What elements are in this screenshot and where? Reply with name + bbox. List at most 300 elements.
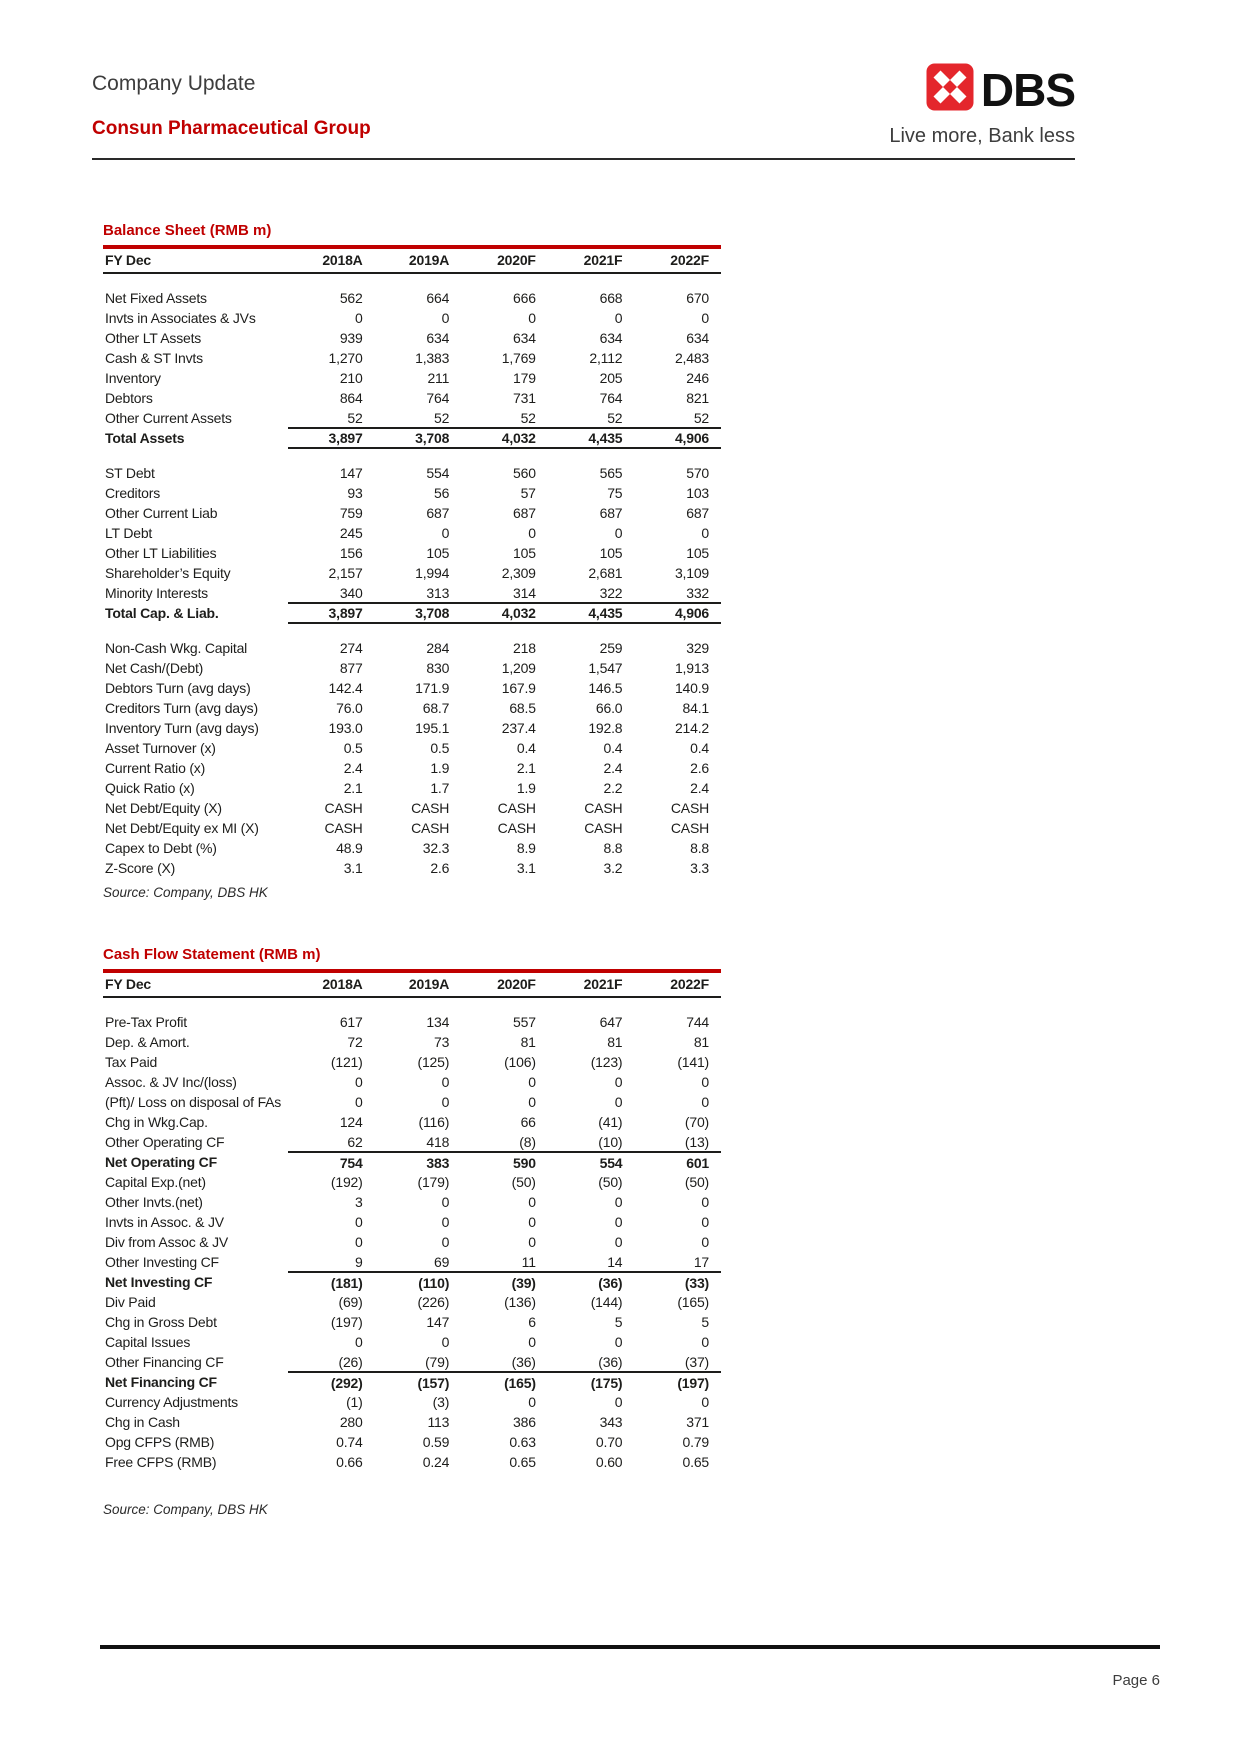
value-cell: 601 [634,1152,721,1172]
year-column-header: 2019A [375,973,462,997]
value-cell: 0 [701,1094,709,1110]
balance-sheet-table [103,249,721,878]
value-cell: 0.4 [690,740,709,756]
value-cell: 81 [607,1034,623,1050]
value-cell: (50) [511,1174,536,1190]
value-cell: (36) [548,1272,635,1292]
value-cell: 687 [426,505,450,521]
spacer-cell [103,997,721,1012]
value-cell: (165) [461,1372,548,1392]
report-category: Company Update [92,72,256,95]
value-cell: 1,769 [501,350,536,366]
value-cell: 105 [686,545,709,561]
value-cell: 0 [528,1334,536,1350]
row-label: Net Debt/Equity ex MI (X) [105,820,259,836]
value-cell: 562 [339,290,363,306]
value-cell: 52 [434,409,450,426]
value-cell: 0 [355,1094,363,1110]
value-cell: 2.2 [603,780,623,796]
value-cell: 48.9 [336,840,363,856]
value-cell: 237.4 [501,720,536,736]
row-label: Other Current Assets [105,410,232,426]
row-label: Pre-Tax Profit [105,1014,187,1030]
cash-flow-title: Cash Flow Statement (RMB m) [103,946,321,963]
table-row [103,638,721,658]
value-cell: 687 [513,505,536,521]
value-cell: 0 [441,1334,450,1350]
table-row [103,1172,721,1192]
table-row [103,483,721,503]
value-cell: (116) [418,1114,450,1130]
value-cell: 0.74 [336,1434,363,1450]
row-label: Dep. & Amort. [105,1034,190,1050]
column-header-row [103,249,721,273]
year-column-header: 2021F [548,249,635,273]
value-cell: (1) [346,1394,363,1410]
value-cell: CASH [584,800,623,816]
value-cell: 4,906 [634,428,721,448]
table-row [103,778,721,798]
value-cell: 0 [441,1094,450,1110]
value-cell: 2,681 [588,565,623,581]
value-cell: 647 [599,1014,623,1030]
table-row [103,1452,721,1472]
table-row [103,738,721,758]
value-cell: 0 [355,1214,363,1230]
value-cell: 140.9 [674,680,709,696]
value-cell: 3,897 [288,603,375,623]
brand-tagline: Live more, Bank less [889,125,1075,147]
value-cell: 193.0 [328,720,363,736]
value-cell: 0 [614,310,623,326]
value-cell: 1.9 [430,760,450,776]
value-cell: 634 [426,330,450,346]
value-cell: 554 [426,465,450,481]
value-cell: 72 [347,1034,363,1050]
value-cell: 744 [686,1014,709,1030]
value-cell: 52 [347,409,363,426]
value-cell: 156 [339,545,363,561]
spacer-cell [103,448,721,463]
value-cell: 0 [701,1394,709,1410]
value-cell: CASH [670,820,709,836]
value-cell: 0.4 [603,740,623,756]
table-row [103,603,721,623]
table-row [103,368,721,388]
value-cell: (41) [598,1114,623,1130]
value-cell: 4,032 [461,603,548,623]
value-cell: 332 [686,584,709,601]
row-label: Other LT Liabilities [105,545,217,561]
value-cell: 284 [426,640,450,656]
value-cell: 2.4 [343,760,363,776]
value-cell: CASH [497,820,536,836]
value-cell: (141) [677,1054,709,1070]
value-cell: 81 [693,1034,709,1050]
value-cell: 3,109 [674,565,709,581]
value-cell: 3.2 [603,860,623,876]
value-cell: 731 [513,390,536,406]
value-cell: 259 [599,640,623,656]
value-cell: 66 [520,1114,536,1130]
value-cell: 313 [426,584,450,601]
row-label: Opg CFPS (RMB) [105,1434,215,1450]
value-cell: 52 [607,409,623,426]
value-cell: 0 [441,1214,450,1230]
dbs-logo-text: DBS [980,63,1075,116]
row-label: Capital Exp.(net) [105,1174,206,1190]
value-cell: 274 [339,640,363,656]
value-cell: 0 [528,1074,536,1090]
value-cell: (50) [684,1174,709,1190]
value-cell: 877 [339,660,363,676]
value-cell: 147 [426,1314,450,1330]
value-cell: 0 [614,525,623,541]
table-row [103,1352,721,1372]
value-cell: (13) [684,1133,709,1150]
table-row [103,1012,721,1032]
table-row [103,388,721,408]
value-cell: (70) [684,1114,709,1130]
value-cell: 205 [599,370,623,386]
value-cell: 3.3 [690,860,709,876]
row-label: Other Current Liab [105,505,218,521]
cash-flow-source: Source: Company, DBS HK [103,1502,268,1517]
table-row [103,758,721,778]
value-cell: (10) [598,1133,623,1150]
table-row [103,348,721,368]
value-cell: 570 [686,465,709,481]
row-label: Z-Score (X) [105,860,176,876]
value-cell: 0 [528,525,536,541]
value-cell: (175) [548,1372,635,1392]
value-cell: (123) [590,1054,623,1070]
value-cell: CASH [411,800,450,816]
value-cell: 14 [607,1253,623,1270]
row-label: Creditors [105,485,160,501]
value-cell: 2.4 [603,760,623,776]
value-cell: (36) [598,1353,623,1370]
row-label: Total Cap. & Liab. [105,605,219,621]
table-row [103,1312,721,1332]
value-cell: 0 [355,1074,363,1090]
value-cell: 4,906 [634,603,721,623]
value-cell: 171.9 [415,680,450,696]
table-row [103,583,721,603]
value-cell: 0 [528,1234,536,1250]
row-label: Net Fixed Assets [105,290,207,306]
table-row [103,288,721,308]
row-label: Chg in Gross Debt [105,1314,217,1330]
value-cell: 103 [686,485,709,501]
value-cell: 75 [607,485,623,501]
header-divider [92,158,1075,160]
value-cell: 192.8 [588,720,623,736]
row-label: Minority Interests [105,585,208,601]
value-cell: (192) [330,1174,363,1190]
value-cell: 0 [614,1334,623,1350]
value-cell: 634 [513,330,536,346]
value-cell: 0 [701,1194,709,1210]
value-cell: 0.65 [682,1454,709,1470]
value-cell: 0 [441,310,450,326]
table-row [103,1072,721,1092]
value-cell: (125) [417,1054,450,1070]
value-cell: (197) [330,1314,363,1330]
table-row [103,838,721,858]
value-cell: 821 [686,390,709,406]
value-cell: 56 [434,485,450,501]
table-row [103,1252,721,1272]
value-cell: 343 [599,1414,623,1430]
row-label: Cash & ST Invts [105,350,203,366]
table-row [103,308,721,328]
value-cell: 371 [686,1414,709,1430]
value-cell: (50) [598,1174,623,1190]
table-row [103,1272,721,1292]
value-cell: 134 [426,1014,450,1030]
value-cell: 147 [339,465,363,481]
value-cell: 864 [339,390,363,406]
row-label: ST Debt [105,465,155,481]
value-cell: 0.59 [422,1434,450,1450]
table-row [103,1212,721,1232]
value-cell: 76.0 [336,700,363,716]
value-cell: 0.63 [509,1434,536,1450]
value-cell: 0 [355,1234,363,1250]
spacer-row [103,997,721,1012]
value-cell: CASH [670,800,709,816]
value-cell: 57 [520,485,536,501]
value-cell: 2,112 [589,350,623,366]
value-cell: 195.1 [415,720,450,736]
cash-flow-header [103,973,721,997]
value-cell: 383 [375,1152,462,1172]
value-cell: 0.4 [516,740,536,756]
value-cell: 0 [701,1234,709,1250]
row-label: Other Invts.(net) [105,1194,203,1210]
row-label: Shareholder’s Equity [105,565,231,581]
table-row [103,1392,721,1412]
value-cell: (37) [684,1353,709,1370]
row-label: Other Operating CF [105,1134,225,1150]
row-label: Other Financing CF [105,1354,224,1370]
value-cell: 0 [701,1214,709,1230]
value-cell: (33) [634,1272,721,1292]
value-cell: 418 [426,1133,450,1150]
value-cell: (36) [511,1353,536,1370]
value-cell: 5 [701,1314,709,1330]
value-cell: 179 [513,370,536,386]
year-column-header: 2022F [634,249,721,273]
value-cell: 0 [701,1074,709,1090]
value-cell: (144) [590,1294,623,1310]
value-cell: 3,708 [375,428,462,448]
value-cell: 3 [355,1194,363,1210]
table-row [103,328,721,348]
value-cell: (226) [417,1294,450,1310]
value-cell: 386 [513,1414,536,1430]
table-row [103,858,721,878]
table-row [103,1372,721,1392]
value-cell: 81 [520,1034,536,1050]
value-cell: 554 [548,1152,635,1172]
value-cell: 9 [355,1253,363,1270]
table-row [103,563,721,583]
value-cell: 3,897 [288,428,375,448]
row-label: Non-Cash Wkg. Capital [105,640,248,656]
value-cell: (292) [288,1372,375,1392]
value-cell: 146.5 [588,680,623,696]
table-row [103,798,721,818]
row-label: Capital Issues [105,1334,191,1350]
value-cell: (26) [338,1353,363,1370]
table-row [103,1232,721,1252]
value-cell: (157) [375,1372,462,1392]
value-cell: 1,547 [588,660,623,676]
value-cell: 84.1 [682,700,709,716]
value-cell: 0.5 [430,740,450,756]
value-cell: CASH [584,820,623,836]
row-label: Inventory [105,370,161,386]
value-cell: (136) [504,1294,536,1310]
row-label: Free CFPS (RMB) [105,1454,217,1470]
spacer-cell [103,623,721,638]
value-cell: 32.3 [422,840,450,856]
cash-flow-table [103,973,721,1472]
brand-block [835,62,1075,148]
spacer-row [103,273,721,288]
value-cell: 52 [520,409,536,426]
value-cell: 3.1 [516,860,536,876]
table-row [103,658,721,678]
value-cell: 617 [339,1014,363,1030]
year-column-header: 2019A [375,249,462,273]
value-cell: 0 [614,1394,623,1410]
year-column-header: 2022F [634,973,721,997]
column-header-row [103,973,721,997]
value-cell: CASH [497,800,536,816]
value-cell: 2,157 [328,565,363,581]
value-cell: 11 [521,1253,536,1270]
value-cell: 664 [426,290,450,306]
row-label: Net Debt/Equity (X) [105,800,222,816]
row-label: Div Paid [105,1294,156,1310]
value-cell: 0 [355,310,363,326]
value-cell: 0 [614,1214,623,1230]
row-label: Debtors [105,390,153,406]
row-label: Other LT Assets [105,330,202,346]
value-cell: 590 [461,1152,548,1172]
value-cell: 314 [513,584,536,601]
value-cell: 62 [347,1133,363,1150]
table-row [103,503,721,523]
value-cell: 8.8 [603,840,623,856]
value-cell: 68.7 [422,700,450,716]
value-cell: 66.0 [595,700,623,716]
value-cell: 0 [614,1074,623,1090]
value-cell: CASH [324,800,363,816]
value-cell: (8) [519,1133,536,1150]
table-row [103,1032,721,1052]
table-row [103,1192,721,1212]
table-row [103,1152,721,1172]
table-row [103,543,721,563]
value-cell: 17 [693,1253,709,1270]
table-row [103,1092,721,1112]
row-label: Creditors Turn (avg days) [105,700,258,716]
value-cell: (110) [375,1272,462,1292]
value-cell: 1,383 [415,350,450,366]
value-cell: 6 [528,1314,536,1330]
value-cell: 0 [614,1094,623,1110]
value-cell: 322 [599,584,623,601]
value-cell: 124 [339,1114,363,1130]
value-cell: 0.60 [595,1454,623,1470]
value-cell: 1.9 [516,780,536,796]
value-cell: (79) [425,1353,450,1370]
value-cell: 211 [427,370,450,386]
row-label: Debtors Turn (avg days) [105,680,251,696]
value-cell: 0 [441,1194,450,1210]
value-cell: 4,032 [461,428,548,448]
value-cell: 830 [426,660,450,676]
row-label: Assoc. & JV Inc/(loss) [105,1074,237,1090]
value-cell: 634 [686,330,709,346]
value-cell: 245 [339,525,363,541]
row-label: Net Operating CF [105,1154,217,1170]
value-cell: 142.4 [328,680,363,696]
value-cell: 73 [434,1034,450,1050]
value-cell: 0 [614,1234,623,1250]
value-cell: 52 [693,409,709,426]
value-cell: 668 [599,290,623,306]
value-cell: 1.7 [430,780,450,796]
table-row [103,698,721,718]
row-label: Quick Ratio (x) [105,780,195,796]
company-name: Consun Pharmaceutical Group [92,118,371,139]
value-cell: 340 [339,584,363,601]
value-cell: 764 [426,390,450,406]
value-cell: 0 [355,1334,363,1350]
value-cell: 8.9 [516,840,536,856]
table-row [103,818,721,838]
row-label: Div from Assoc & JV [105,1234,229,1250]
report-body [103,222,721,1517]
value-cell: 666 [513,290,536,306]
table-row [103,1112,721,1132]
value-cell: (3) [432,1394,450,1410]
table-row [103,678,721,698]
value-cell: 754 [288,1152,375,1172]
spacer-row [103,448,721,463]
value-cell: 214.2 [674,720,709,736]
year-column-header: 2020F [461,973,548,997]
row-label: LT Debt [105,525,153,541]
value-cell: 0.66 [336,1454,363,1470]
value-cell: 93 [347,485,363,501]
value-cell: 565 [599,465,623,481]
value-cell: (121) [330,1054,363,1070]
value-cell: 105 [599,545,623,561]
value-cell: 560 [513,465,536,481]
value-cell: 69 [434,1253,450,1270]
value-cell: 167.9 [501,680,536,696]
spacer-row [103,623,721,638]
row-label: Inventory Turn (avg days) [105,720,259,736]
cash-flow-rows [103,997,721,1472]
value-cell: (39) [461,1272,548,1292]
